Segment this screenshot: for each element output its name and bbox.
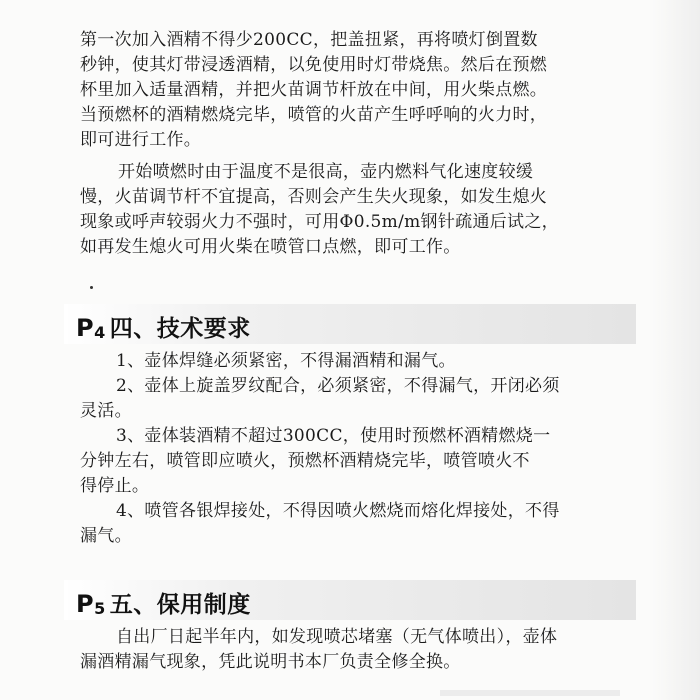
section5-p-letter: P [76,590,95,618]
section4-item-line: 4、喷管各银焊接处，不得因喷火燃烧而熔化焊接处，不得 [116,501,560,521]
intro-line: 第一次加入酒精不得少200CC，把盖扭紧，再将喷灯倒置数 [80,30,538,50]
section5-heading [76,586,251,619]
section4-title: 四、技术要求 [109,316,251,342]
intro-line: 秒钟，使其灯带浸透酒精，以免使用时灯带烧焦。然后在预燃 [80,55,548,75]
section4-item-line: 得停止。 [80,476,150,496]
intro-paragraph [80,28,650,153]
section4-p-number: 4 [94,323,106,342]
section5-line: 自出厂日起半年内，如发现喷芯堵塞（无气体喷出），壶体 [116,627,558,647]
start-paragraph [80,160,650,260]
section4-items [80,349,650,549]
intro-line: 当预燃杯的酒精燃烧完毕，喷管的火苗产生呼呼响的火力时， [80,105,548,125]
section5-paragraph [80,625,650,675]
section5-title: 五、保用制度 [109,592,251,618]
start-line: 如再发生熄火可用火柴在喷管口点燃，即可工作。 [80,237,461,257]
section4-item-line: 1、壶体焊缝必须紧密，不得漏酒精和漏气。 [116,351,456,371]
bottom-bleed-through [440,690,620,696]
section4-item-line: 分钟左右，喷管即应喷火，预燃杯酒精烧完毕，喷管喷火不 [80,451,530,471]
section5-p-number: 5 [94,599,106,618]
section4-item-line: 漏气。 [80,526,132,546]
intro-line: 即可进行工作。 [80,130,202,150]
start-line: 慢，火苗调节杆不宜提高，否则会产生失火现象，如发生熄火 [80,187,548,207]
intro-line: 杯里加入适量酒精，并把火苗调节杆放在中间，用火柴点燃。 [80,80,548,100]
page-edge-shadow [652,0,700,700]
section4-item-line: 灵活。 [80,401,132,421]
section4-p-letter: P [76,314,95,342]
section4-heading [76,310,251,343]
section5-line: 漏酒精漏气现象，凭此说明书本厂负责全修全换。 [80,652,461,672]
print-speck [90,286,93,289]
start-line: 开始喷燃时由于温度不是很高，壶内燃料气化速度较缓 [118,162,534,182]
start-line: 现象或呼声较弱火力不强时，可用Φ0.5m/m钢针疏通后试之， [80,212,559,232]
section4-item-line: 3、壶体装酒精不超过300CC，使用时预燃杯酒精燃烧一 [116,426,551,446]
section4-item-line: 2、壶体上旋盖罗纹配合，必须紧密，不得漏气，开闭必须 [116,376,560,396]
